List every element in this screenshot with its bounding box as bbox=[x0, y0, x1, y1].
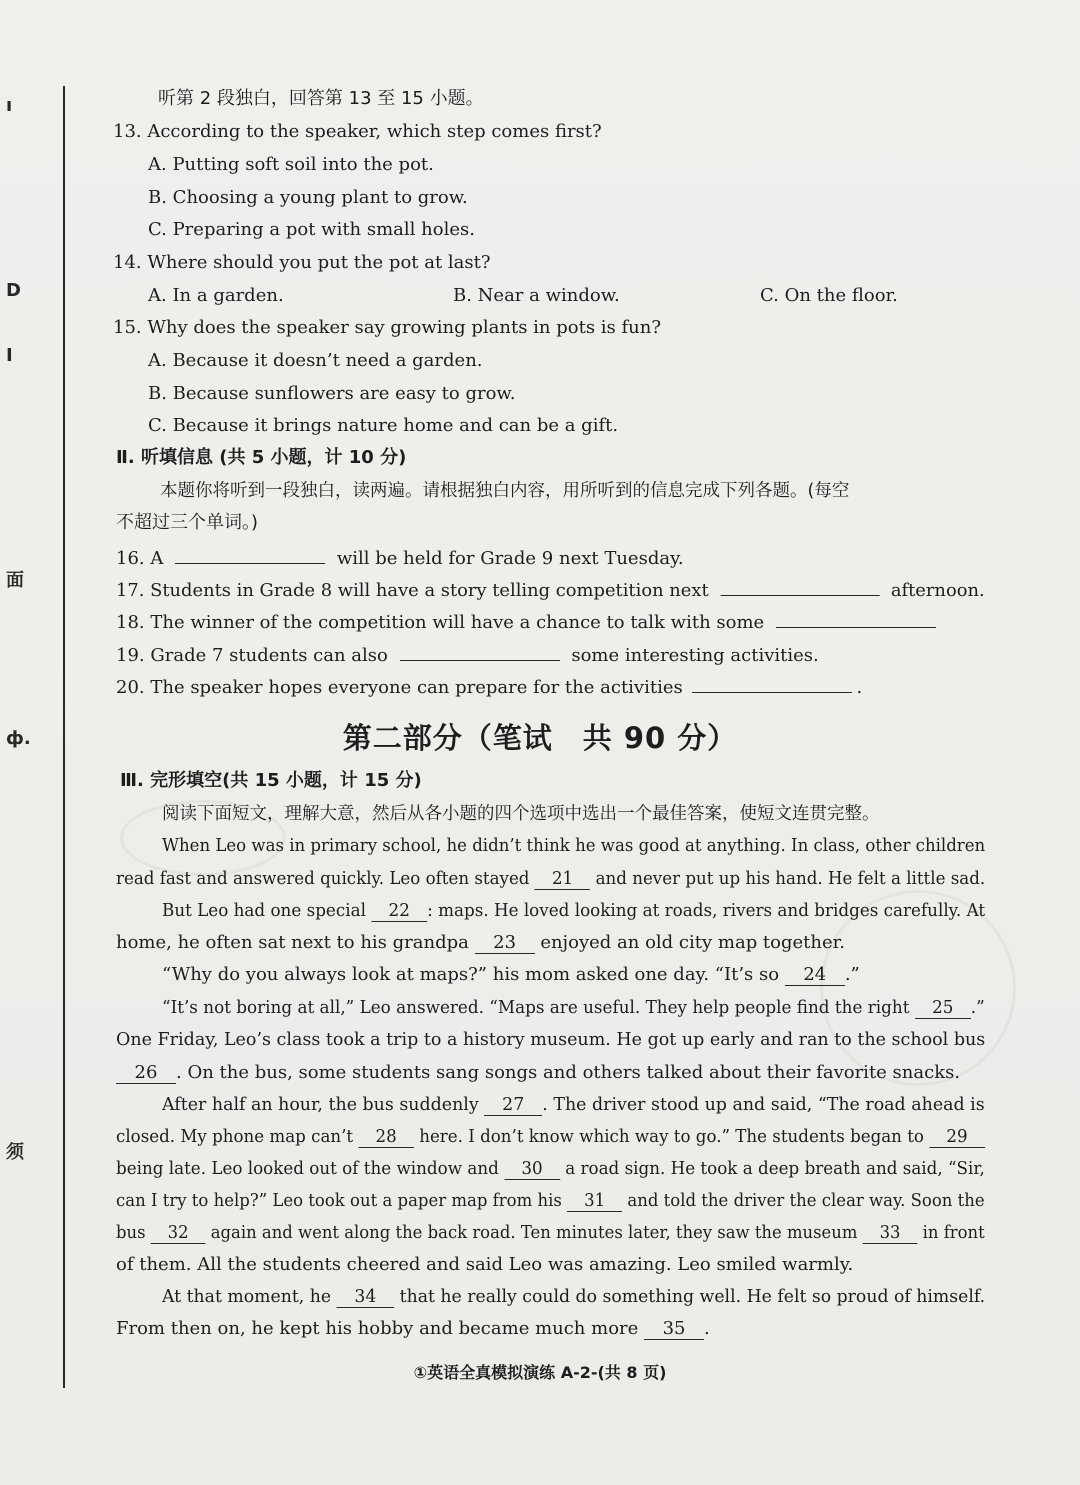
option: A. Putting soft soil into the pot. bbox=[148, 154, 434, 175]
fill-item bbox=[116, 674, 862, 699]
passage-text: being late. Leo looked out of the window and bbox=[116, 1158, 505, 1179]
passage-text: enjoyed an old city map together. bbox=[534, 932, 846, 953]
question-stem: 14. Where should you put the pot at last? bbox=[113, 252, 491, 273]
answer-blank[interactable] bbox=[400, 642, 560, 661]
passage-text: and never put up his hand. He felt a little sad. bbox=[590, 868, 986, 889]
cloze-blank[interactable]: 25 bbox=[915, 998, 971, 1019]
passage-text: “Why do you always look at maps?” his mom asked one day. “It’s so bbox=[162, 964, 785, 985]
passage-text: : maps. He loved looking at roads, rivers and bridges carefully. At bbox=[427, 900, 986, 921]
passage-text: a road sign. He took a deep breath and said, “Sir, bbox=[559, 1158, 985, 1179]
passage-line bbox=[116, 1062, 960, 1084]
cloze-blank[interactable]: 29 bbox=[929, 1127, 985, 1148]
passage-line bbox=[116, 1318, 710, 1340]
passage-text: . bbox=[704, 1318, 710, 1339]
fill-item bbox=[116, 642, 819, 667]
fill-item-text: afternoon. bbox=[890, 580, 985, 601]
passage-text: here. I don’t know which way to go.” The students began to bbox=[413, 1126, 930, 1147]
margin-mark: D bbox=[6, 280, 21, 301]
section-instruction: 本题你将听到一段独白，读两遍。请根据独白内容，用所听到的信息完成下列各题。(每空 bbox=[160, 481, 850, 501]
passage-line bbox=[162, 1094, 985, 1116]
cloze-blank[interactable]: 32 bbox=[151, 1223, 206, 1244]
margin-mark: ı bbox=[6, 95, 13, 116]
passage-text: From then on, he kept his hobby and became much more bbox=[116, 1318, 645, 1339]
fill-item-text: 20. The speaker hopes everyone can prepare for the activities bbox=[116, 677, 683, 698]
fill-item-text: . bbox=[856, 677, 863, 698]
fill-item-text: 19. Grade 7 students can also bbox=[116, 645, 388, 666]
passage-line bbox=[116, 1190, 985, 1212]
passage-text: in front bbox=[917, 1222, 985, 1243]
answer-blank[interactable] bbox=[720, 577, 879, 596]
margin-mark: I bbox=[6, 345, 13, 366]
cloze-blank[interactable]: 35 bbox=[644, 1319, 704, 1340]
section-heading: Ⅱ. 听填信息 (共 5 小题，计 10 分) bbox=[116, 447, 407, 468]
answer-blank[interactable] bbox=[175, 545, 325, 564]
answer-blank[interactable] bbox=[692, 674, 852, 693]
passage-line bbox=[162, 900, 985, 922]
cloze-blank[interactable]: 34 bbox=[337, 1287, 395, 1308]
passage-line bbox=[116, 1158, 985, 1180]
passage-line bbox=[162, 964, 860, 986]
passage-text: But Leo had one special bbox=[162, 900, 372, 921]
part-title: 第二部分（笔试 共 90 分） bbox=[342, 721, 738, 755]
passage-text: again and went along the back road. Ten minutes later, they saw the museum bbox=[205, 1222, 863, 1243]
cloze-blank[interactable]: 30 bbox=[504, 1159, 560, 1180]
passage-text: and told the driver the clear way. Soon the bbox=[622, 1190, 985, 1211]
passage-text: bus bbox=[116, 1222, 151, 1243]
option: B. Because sunflowers are easy to grow. bbox=[148, 383, 516, 404]
passage-line bbox=[116, 1029, 985, 1051]
passage-text: . On the bus, some students sang songs and others talked about their favorite snacks. bbox=[176, 1062, 961, 1083]
page-footer: ①英语全真模拟演练 A-2-(共 8 页) bbox=[413, 1363, 667, 1382]
option: C. Preparing a pot with small holes. bbox=[148, 219, 475, 240]
passage-text: read fast and answered quickly. Leo often stayed bbox=[116, 868, 535, 889]
fill-item-text: 17. Students in Grade 8 will have a story telling competition next bbox=[116, 580, 709, 601]
passage-text: of them. All the students cheered and said Leo was amazing. Leo smiled warmly. bbox=[116, 1254, 854, 1275]
cloze-blank[interactable]: 31 bbox=[567, 1191, 622, 1212]
passage-line bbox=[116, 1222, 985, 1244]
cloze-blank[interactable]: 28 bbox=[358, 1127, 414, 1148]
passage-line bbox=[116, 1126, 985, 1148]
passage-line bbox=[162, 835, 985, 857]
margin-mark: ф. bbox=[6, 728, 31, 749]
passage-line bbox=[116, 868, 985, 890]
monologue-intro: 听第 2 段独白，回答第 13 至 15 小题。 bbox=[158, 88, 484, 109]
answer-blank[interactable] bbox=[776, 609, 936, 628]
option: C. Because it brings nature home and can be a gift. bbox=[148, 415, 619, 436]
option: A. Because it doesn’t need a garden. bbox=[148, 350, 483, 371]
passage-line bbox=[162, 997, 985, 1019]
cloze-blank[interactable]: 22 bbox=[371, 901, 427, 922]
passage-text: When Leo was in primary school, he didn’t think he was good at anything. In class, other children bbox=[162, 835, 986, 856]
margin-mark: 须 bbox=[6, 1142, 24, 1163]
fill-item-text: 18. The winner of the competition will have a chance to talk with some bbox=[116, 612, 765, 633]
option: A. In a garden. bbox=[148, 285, 284, 306]
option: B. Choosing a young plant to grow. bbox=[148, 187, 468, 208]
passage-text: At that moment, he bbox=[162, 1286, 337, 1307]
cloze-blank[interactable]: 33 bbox=[863, 1223, 918, 1244]
option: B. Near a window. bbox=[453, 285, 620, 306]
fill-item-text: some interesting activities. bbox=[571, 645, 819, 666]
cloze-blank[interactable]: 21 bbox=[535, 869, 591, 890]
passage-line bbox=[116, 932, 845, 954]
cloze-blank[interactable]: 23 bbox=[475, 933, 535, 954]
fill-item bbox=[116, 545, 684, 570]
passage-text: “It’s not boring at all,” Leo answered. “Maps are useful. They help people find the right bbox=[162, 997, 915, 1018]
cloze-blank[interactable]: 26 bbox=[116, 1063, 176, 1084]
passage-text: One Friday, Leo’s class took a trip to a history museum. He got up early and ran to the school bus bbox=[116, 1029, 986, 1050]
fill-item-text: will be held for Grade 9 next Tuesday. bbox=[336, 548, 684, 569]
passage-line bbox=[116, 1254, 853, 1276]
passage-text: . The driver stood up and said, “The road ahead is bbox=[542, 1094, 985, 1115]
fill-item bbox=[116, 577, 985, 602]
section-instruction: 不超过三个单词。) bbox=[116, 512, 259, 533]
passage-text: After half an hour, the bus suddenly bbox=[162, 1094, 485, 1115]
passage-text: .” bbox=[970, 997, 985, 1018]
fill-item bbox=[116, 609, 942, 634]
option: C. On the floor. bbox=[760, 285, 898, 306]
question-stem: 13. According to the speaker, which step comes first? bbox=[113, 121, 602, 142]
section-heading: Ⅲ. 完形填空(共 15 小题，计 15 分) bbox=[120, 770, 422, 791]
section-instruction: 阅读下面短文，理解大意，然后从各小题的四个选项中选出一个最佳答案，使短文连贯完整。 bbox=[162, 804, 880, 824]
passage-text: can I try to help?” Leo took out a paper map from his bbox=[116, 1190, 568, 1211]
passage-text: closed. My phone map can’t bbox=[116, 1126, 359, 1147]
question-stem: 15. Why does the speaker say growing plants in pots is fun? bbox=[113, 317, 661, 338]
passage-text: .” bbox=[844, 964, 860, 985]
passage-text: that he really could do something well. He felt so proud of himself. bbox=[394, 1286, 986, 1307]
passage-text: home, he often sat next to his grandpa bbox=[116, 932, 475, 953]
cloze-blank[interactable]: 27 bbox=[484, 1095, 542, 1116]
passage-line bbox=[162, 1286, 985, 1308]
cloze-blank[interactable]: 24 bbox=[785, 965, 845, 986]
margin-mark: 面 bbox=[6, 570, 24, 591]
fill-item-text: 16. A bbox=[116, 548, 164, 569]
